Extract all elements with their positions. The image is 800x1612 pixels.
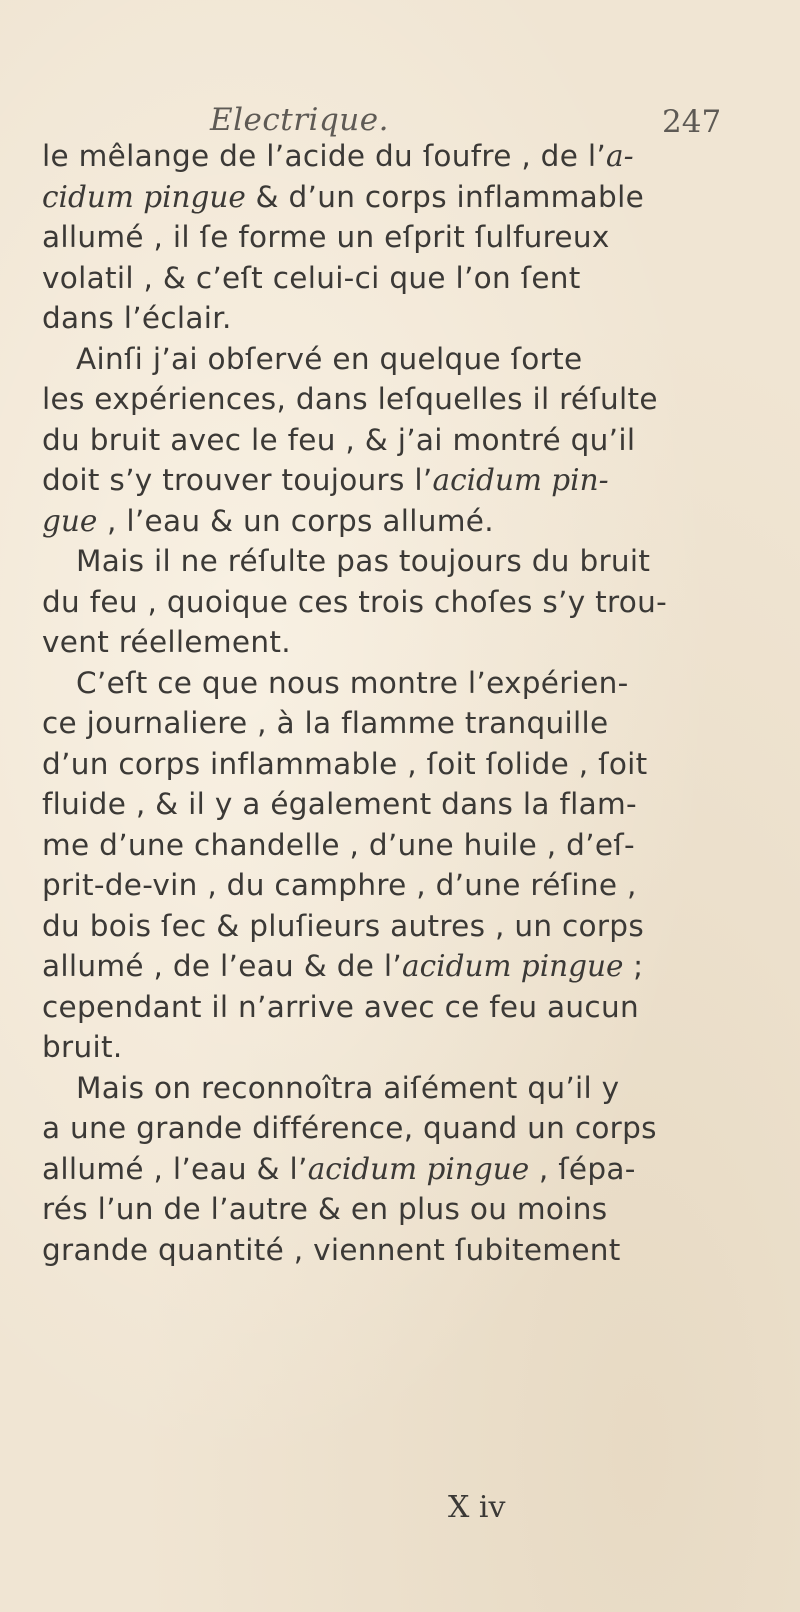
line-text: ; bbox=[623, 949, 644, 983]
text-line bbox=[42, 987, 746, 1028]
signature-mark: X iv bbox=[448, 1490, 506, 1525]
text-line bbox=[42, 136, 746, 177]
text-line bbox=[42, 825, 746, 866]
text-line bbox=[42, 177, 746, 218]
line-text: dans l’éclair. bbox=[42, 301, 232, 335]
line-text: fluide , & il y a également dans la flam- bbox=[42, 787, 637, 821]
text-line bbox=[42, 217, 746, 258]
text-line bbox=[42, 1230, 746, 1271]
line-text: grande quantité , viennent ſubitement bbox=[42, 1232, 621, 1267]
line-text: doit s’y trouver toujours l’ bbox=[42, 463, 433, 497]
line-text: cependant il n’arrive avec ce feu aucun bbox=[42, 989, 639, 1024]
line-text: Mais on reconnoîtra aiſément qu’il y bbox=[76, 1070, 620, 1105]
text-line bbox=[42, 420, 746, 461]
text-line bbox=[42, 946, 746, 987]
running-title: Electrique. bbox=[210, 102, 389, 138]
text-line bbox=[42, 622, 746, 663]
line-text: allumé , l’eau & l’ bbox=[42, 1151, 308, 1186]
line-text: d’un corps inflammable , ſoit ſolide , ſoit bbox=[42, 746, 648, 781]
line-text: le mêlange de l’acide du ſoufre , de l’ bbox=[42, 139, 607, 173]
text-line bbox=[42, 582, 746, 623]
text-line bbox=[42, 339, 746, 380]
line-text: C’eſt ce que nous montre l’expérien- bbox=[76, 665, 629, 700]
line-text: volatil , & c’eſt celui-ci que l’on ſent bbox=[42, 260, 581, 295]
italic-phrase: a- bbox=[606, 139, 634, 173]
line-text: Ainſi j’ai obſervé en quelque ſorte bbox=[76, 341, 583, 376]
text-line bbox=[42, 379, 746, 420]
italic-phrase: acidum pin- bbox=[432, 463, 609, 497]
text-line bbox=[42, 906, 746, 947]
text-line bbox=[42, 298, 746, 339]
line-text: , l’eau & un corps allumé. bbox=[97, 503, 494, 538]
page-number: 247 bbox=[662, 104, 722, 140]
line-text: du bruit avec le feu , & j’ai montré qu’il bbox=[42, 422, 636, 457]
line-text: bruit. bbox=[42, 1030, 123, 1064]
italic-phrase: gue bbox=[42, 503, 98, 538]
line-text: les expériences, dans leſquelles il réſulte bbox=[42, 382, 658, 416]
text-line bbox=[42, 1189, 746, 1230]
line-text: ce journaliere , à la flamme tranquille bbox=[42, 706, 609, 740]
line-text: , ſépa- bbox=[529, 1151, 636, 1186]
line-text: Mais il ne réſulte pas toujours du bruit bbox=[76, 544, 651, 578]
text-line bbox=[42, 1068, 746, 1109]
line-text: allumé , de l’eau & de l’ bbox=[42, 949, 403, 983]
line-text: rés l’un de l’autre & en plus ou moins bbox=[42, 1192, 608, 1226]
text-line bbox=[42, 541, 746, 582]
text-line bbox=[42, 784, 746, 825]
line-text: vent réellement. bbox=[42, 625, 291, 659]
italic-phrase: acidum pingue bbox=[402, 949, 624, 983]
line-text: du bois ſec & pluſieurs autres , un corps bbox=[42, 908, 644, 943]
line-text: du feu , quoique ces trois choſes s’y trou- bbox=[42, 584, 668, 619]
line-text: a une grande différence, quand un corps bbox=[42, 1111, 657, 1145]
text-line bbox=[42, 703, 746, 744]
text-line bbox=[42, 1149, 746, 1190]
line-text: me d’une chandelle , d’une huile , d’eſ- bbox=[42, 827, 635, 862]
text-line bbox=[42, 501, 746, 542]
body-text bbox=[42, 136, 746, 1270]
text-line bbox=[42, 1108, 746, 1149]
italic-phrase: acidum pingue bbox=[307, 1151, 530, 1186]
text-line bbox=[42, 865, 746, 906]
text-line bbox=[42, 258, 746, 299]
line-text: & d’un corps inflammable bbox=[245, 179, 645, 214]
text-line bbox=[42, 744, 746, 785]
text-line bbox=[42, 1027, 746, 1068]
line-text: allumé , il ſe forme un eſprit ſulfureux bbox=[42, 220, 610, 254]
text-line bbox=[42, 460, 746, 501]
italic-phrase: cidum pingue bbox=[42, 179, 246, 214]
line-text: prit-de-vin , du camphre , d’une réſine , bbox=[42, 868, 637, 902]
text-line bbox=[42, 663, 746, 704]
